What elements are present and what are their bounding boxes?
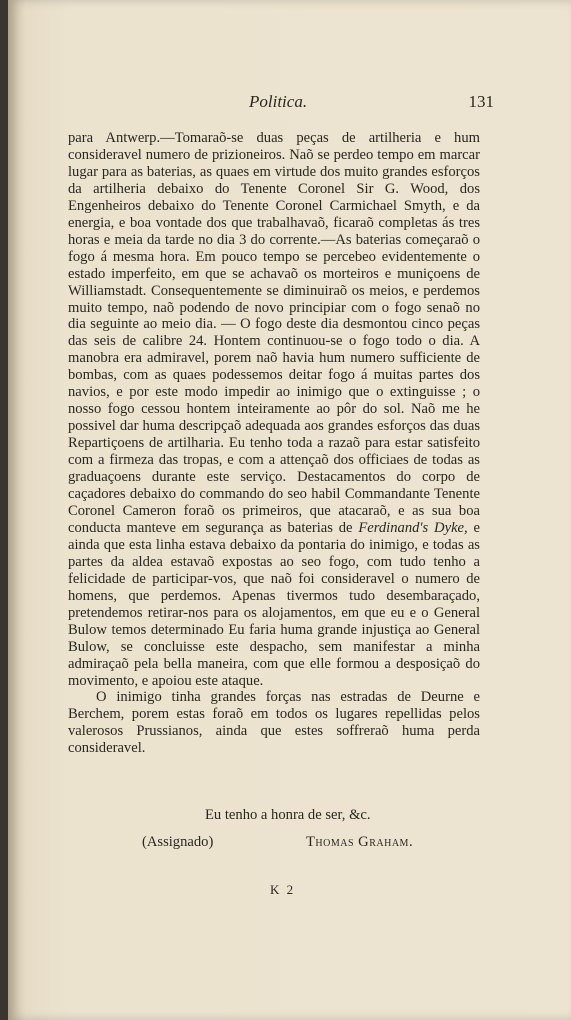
paragraph-2: O inimigo tinha grandes forças nas estradas de Deurne e Berchem, porem estas foraõ em todos os lugares repellidas pelos valerosos Prussianos, ainda que estes soffreraõ huma perda consideravel. — [68, 689, 480, 757]
page-header — [68, 92, 494, 114]
ship-name-italic: Ferdinand's Dyke, — [358, 519, 468, 536]
assigned-label: (Assignado) — [142, 834, 214, 850]
paragraph-1-end: e ainda que esta linha estava debaixo da pontaria do inimigo, e todas as partes da aldea estavaõ expostas ao seo fogo, com tudo tenho a felicidade de participar-vos, que naõ foi consideravel o numero de homens, que perdemos. Apenas tivermos tudo desembaraçado, pretendemos retirar-nos para os alojamentos, em que eu e o General Bulow temos determinado Eu faria huma grande injustiça ao General Bulow, se concluisse este despacho, sem manifestar a minha admiraçaõ pela bella maneira, com que elle formou a desposiçaõ do movimento, e apoiou este ataque. — [68, 519, 480, 689]
paragraph-1 — [68, 130, 480, 689]
page-number: 131 — [468, 92, 494, 111]
body-text — [68, 130, 480, 757]
signoff — [68, 807, 480, 854]
book-page — [8, 0, 571, 1020]
closing-line: Eu tenho a honra de ser, &c. — [205, 807, 371, 823]
paragraph-1-text: para Antwerp.—Tomaraõ-se duas peças de artilheria e hum consideravel numero de prizioneiros. Naõ se perdeo tempo em marcar lugar para as baterias, as quaes em virtude dos muito grandes esforços da artilheria debaixo do Tenente Coronel Sir G. Wood, dos Engenheiros debaixo do Tenente Coronel Carmichael Smyth, e da energia, e boa vontade dos que trabalhavaõ, ficaraõ completas ás tres horas e meia da tarde no dia 3 do corrente.—As baterias começaraõ o fogo á mesma hora. Em pouco tempo se percebeo evidentemente o estado imperfeito, em que se achavaõ os morteiros e muniçoens de Williamstadt. Consequentemente se diminuiraõ os meios, e perdemos muito tempo, naõ podendo de novo principiar com o fogo senaõ no dia seguinte ao meio dia. — O fogo deste dia desmontou cinco peças das seis de calibre 24. Hontem continuou-se o fogo todo o dia. A manobra era admiravel, porem naõ havia hum numero sufficiente de bombas, com as quaes podessemos deitar fogo á muitas partes dos navios, e por este modo impedir ao inimigo que o extinguisse ; o nosso fogo cessou hontem inteiramente ao pôr do sol. Naõ me he possivel dar huma descripçaõ adequada aos grandes esforços das duas Repartiçoens de artilharia. Eu tenho toda a razaõ para estar satisfeito com a firmeza das tropas, e com a attençaõ dos officiaes de todas as graduaçoens durante este serviço. Destacamentos do corpo de caçadores debaixo do commando do seo habil Commandante Tenente Coronel Cameron foraõ os primeiros, que atacaraõ, e as sua boa conducta manteve em segurança as baterias de — [68, 130, 480, 536]
signature-mark: K 2 — [270, 882, 296, 897]
running-title: Politica. — [249, 92, 308, 111]
signature-row — [68, 834, 480, 854]
signer-name: Thomas Graham. — [306, 834, 414, 850]
